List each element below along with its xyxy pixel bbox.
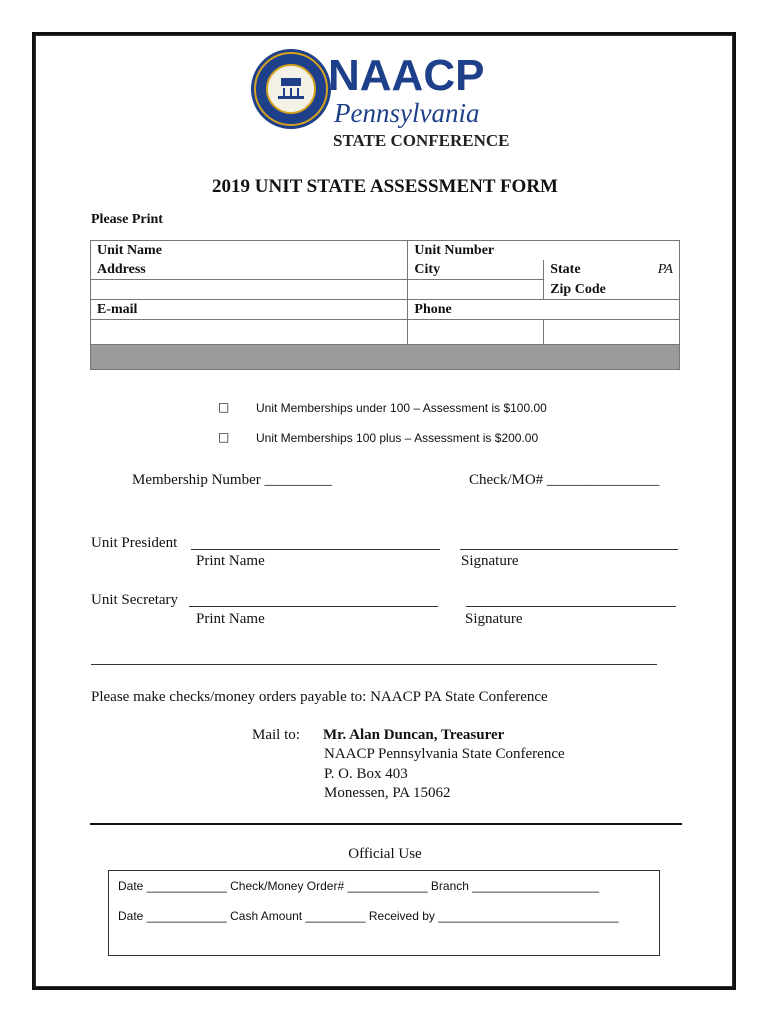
naacp-seal-logo: [250, 48, 332, 130]
form-title: 2019 UNIT STATE ASSESSMENT FORM: [212, 176, 558, 197]
email-value-field[interactable]: [91, 320, 408, 345]
secretary-signature-line[interactable]: [466, 606, 676, 607]
logo-conference: STATE CONFERENCE: [333, 131, 510, 150]
checkbox-under-100[interactable]: □: [218, 400, 230, 414]
mail-name: Mr. Alan Duncan, Treasurer: [323, 727, 505, 743]
president-signature-line[interactable]: [460, 549, 678, 550]
mail-address-line-3: Monessen, PA 15062: [324, 785, 451, 801]
check-mo-field[interactable]: Check/MO# _______________: [469, 472, 660, 488]
checkbox-100-plus[interactable]: □: [218, 430, 230, 444]
secretary-print-name-label: Print Name: [196, 611, 265, 627]
divider-line: [91, 664, 657, 665]
mail-address-line-2: P. O. Box 403: [324, 766, 408, 782]
table-row: [91, 241, 680, 261]
logo-wordmark: NAACP: [328, 51, 485, 100]
official-rule: [90, 823, 682, 825]
president-signature-label: Signature: [461, 553, 519, 569]
secretary-name-line[interactable]: [189, 606, 438, 607]
president-name-line[interactable]: [191, 549, 440, 550]
mail-to-label: Mail to:: [252, 727, 300, 743]
unit-name-field[interactable]: [91, 241, 408, 261]
unit-name-label: Unit Name: [97, 243, 162, 258]
zip-code-field[interactable]: [544, 280, 680, 300]
mail-address-line-1: NAACP Pennsylvania State Conference: [324, 746, 565, 762]
address-line-2-field[interactable]: [91, 280, 408, 300]
unit-number-label: Unit Number: [414, 243, 495, 258]
city-line-2-field[interactable]: [408, 280, 544, 300]
phone-label: Phone: [414, 302, 452, 317]
email-field[interactable]: [91, 300, 408, 320]
membership-number-field[interactable]: Membership Number _________: [132, 472, 332, 488]
official-line-1[interactable]: Date ____________ Check/Money Order# ____________ Branch ___________________: [118, 879, 600, 893]
table-row: [91, 320, 680, 345]
table-row: [91, 260, 680, 280]
unit-secretary-label: Unit Secretary: [91, 592, 179, 608]
phone-field[interactable]: [408, 300, 680, 320]
unit-president-label: Unit President: [91, 535, 178, 551]
option-under-100-label: Unit Memberships under 100 – Assessment is $100.00: [256, 401, 547, 415]
city-label: City: [414, 262, 441, 277]
payable-note: Please make checks/money orders payable to: NAACP PA State Conference: [91, 689, 548, 705]
shaded-row: [91, 345, 680, 370]
address-field[interactable]: [91, 260, 408, 280]
city-field[interactable]: [408, 260, 544, 280]
state-field[interactable]: [544, 260, 680, 280]
option-100-plus-label: Unit Memberships 100 plus – Assessment is $200.00: [256, 431, 539, 445]
official-line-2[interactable]: Date ____________ Cash Amount _________ Received by ___________________________: [118, 909, 619, 923]
table-row: [91, 300, 680, 320]
zip-code-label: Zip Code: [550, 281, 606, 297]
state-value: PA: [657, 262, 673, 277]
president-print-name-label: Print Name: [196, 553, 265, 569]
phone-extra-field[interactable]: [544, 320, 680, 345]
email-label: E-mail: [97, 302, 138, 317]
please-print-label: Please Print: [91, 212, 163, 227]
unit-info-table: [90, 240, 680, 370]
address-label: Address: [97, 262, 146, 277]
table-row: [91, 345, 680, 370]
official-use-title: Official Use: [348, 846, 422, 862]
phone-value-field[interactable]: [408, 320, 544, 345]
table-row: [91, 280, 680, 300]
unit-number-field[interactable]: [408, 241, 680, 261]
state-label: State: [550, 262, 581, 277]
logo-state: Pennsylvania: [334, 98, 480, 128]
secretary-signature-label: Signature: [465, 611, 523, 627]
